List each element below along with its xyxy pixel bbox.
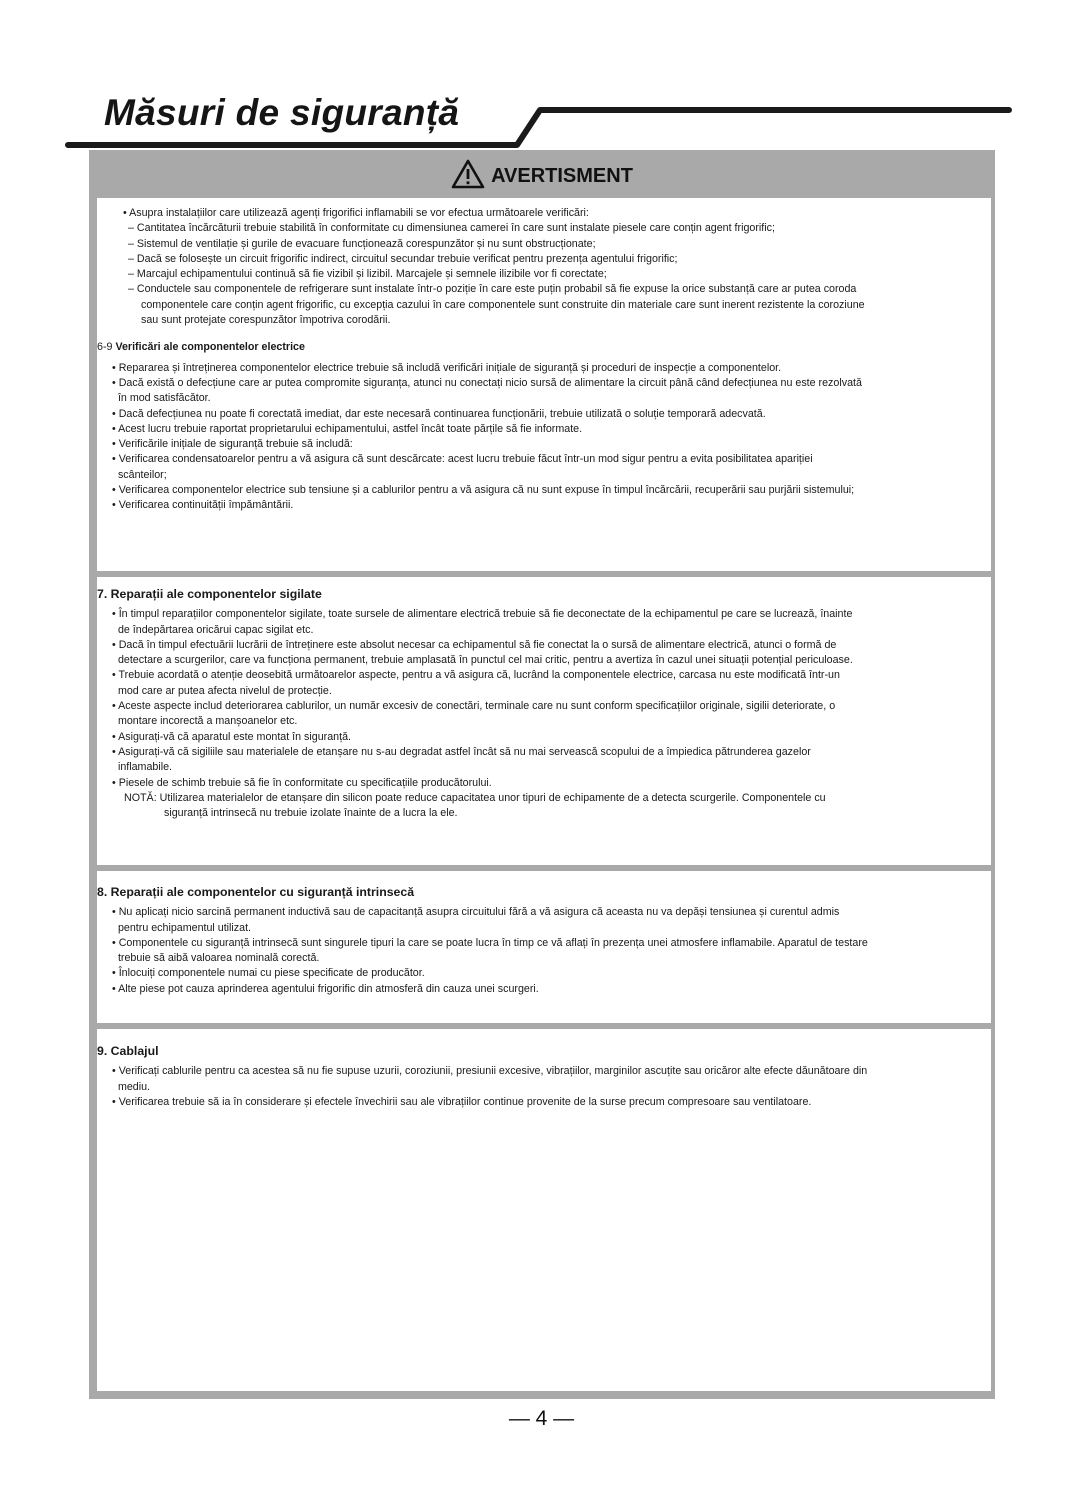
- intro-item: – Marcajul echipamentului continuă să fie vizibil și lizibil. Marcajele și semnele ilizibile vor fi corectate;: [128, 268, 607, 281]
- section-6-9-line: scânteilor;: [112, 468, 167, 481]
- warning-frame: [89, 150, 995, 1399]
- section-6-9-line: • Acest lucru trebuie raportat proprietarului echipamentului, astfel încât toate părțile să fie informate.: [112, 422, 583, 435]
- section-6-9-line: • Verificările inițiale de siguranță trebuie să includă:: [112, 438, 353, 451]
- section-7-line: • Asigurați-vă că sigiliile sau materialele de etanșare nu s-au degradat astfel încât să nu mai servească scopului de a împiedica pătrunderea gazelor: [112, 745, 811, 758]
- section-7-line: • Aceste aspecte includ deteriorarea cablurilor, un număr excesiv de conectări, terminale care nu sunt conform specificațiilor originale, sigilii deteriorate, o: [112, 700, 836, 713]
- section-8-title: 8. Reparații ale componentelor cu siguranță intrinsecă: [97, 885, 415, 899]
- section-9-line: mediu.: [112, 1080, 151, 1093]
- intro-item: – Dacă se folosește un circuit frigorific indirect, circuitul secundar trebuie verificat pentru prezența agentului frigorific;: [128, 252, 678, 265]
- section-8-line: trebuie să aibă valoarea nominală corectă.: [112, 952, 320, 965]
- intro-item: – Conductele sau componentele de refrigerare sunt instalate într-o poziție în care este puțin probabil să fie expuse la orice substanță care ar putea coroda: [128, 283, 857, 296]
- panel-intro-electrical: [97, 198, 991, 571]
- section-7-note: NOTĂ: Utilizarea materialelor de etanșare din silicon poate reduce capacitatea unor tipuri de echipamente de a detecta scurgerile. Componentele cu: [124, 791, 826, 804]
- panel-section-7: [97, 577, 991, 865]
- section-6-9-line: • Dacă defecțiunea nu poate fi corectată imediat, dar este necesară continuarea funcționării, trebuie utilizată o soluție temporară adecvată.: [112, 407, 766, 420]
- section-6-9-line: • Repararea și întreținerea componentelor electrice trebuie să includă verificări inițiale de siguranță și proceduri de inspecție a componentelor.: [112, 361, 782, 374]
- section-7-line: detectare a scurgerilor, care va funcționa permanent, trebuie amplasată în punctul cel mai critic, pentru a avertiza în cazul unei situații potențial periculoase.: [112, 654, 853, 667]
- section-6-9-line: • Verificarea condensatoarelor pentru a vă asigura că sunt descărcate: acest lucru trebuie făcut într-un mod sigur pentru a evita posibilitatea apariției: [112, 453, 813, 466]
- section-7-line: • Asigurați-vă că aparatul este montat în siguranță.: [112, 730, 351, 743]
- warning-triangle-icon: [451, 159, 485, 189]
- section-9-title: 9. Cablajul: [97, 1044, 159, 1058]
- section-7-note-cont: siguranță intrinsecă nu trebuie izolate înainte de a lucra la ele.: [164, 807, 458, 820]
- section-8-line: • Componentele cu siguranță intrinsecă sunt singurele tipuri la care se poate lucra în timp ce vă aflați în prezența unei atmosfere inflamabile. Aparatul de testare: [112, 936, 868, 949]
- intro-item-cont: sau sunt protejate corespunzător împotriva corodării.: [141, 314, 391, 327]
- section-7-line: • Dacă în timpul efectuării lucrării de întreținere este absolut necesar ca echipamentul să fie conectat la o sursă de alimentare electrică, atunci o formă de: [112, 638, 837, 651]
- section-7-line: • Piesele de schimb trebuie să fie în conformitate cu specificațiile producătorului.: [112, 776, 492, 789]
- section-6-9-title: Verificări ale componentelor electrice: [115, 341, 305, 354]
- section-8-line: • Nu aplicați nicio sarcină permanent inductivă sau de capacitanță asupra circuitului fără a vă asigura că aceasta nu va depăși tensiunea și curentul admis: [112, 906, 840, 919]
- section-6-9-line: în mod satisfăcător.: [112, 392, 211, 405]
- section-7-line: montare incorectă a manșoanelor etc.: [112, 715, 298, 728]
- section-6-9-line: • Dacă există o defecțiune care ar putea compromite siguranța, atunci nu conectați nicio sursă de alimentare la circuit până când defecțiunea nu este rezolvată: [112, 376, 862, 389]
- section-9-line: • Verificați cablurile pentru ca acestea să nu fie supuse uzurii, coroziunii, presiunii excesive, vibrațiilor, marginilor ascuțite sau oricăror alte efecte dăunătoare din: [112, 1065, 868, 1078]
- section-6-9-line: • Verificarea continuității împământării.: [112, 499, 294, 512]
- panel-section-9: [97, 1029, 991, 1391]
- header-rule: [0, 0, 1083, 160]
- page-number: — 4 —: [508, 1407, 575, 1430]
- panel-section-8: [97, 871, 991, 1023]
- intro-item-cont: componentele care conțin agent frigorific, cu excepția cazului în care componentele sunt construite din materiale care sunt inerent rezistente la coroziune: [141, 298, 865, 311]
- section-7-line: inflamabile.: [112, 761, 173, 774]
- section-6-9-line: • Verificarea componentelor electrice sub tensiune și a cablurilor pentru a vă asigura că nu sunt expuse în timpul încărcării, recuperării sau purjării sistemului;: [112, 484, 855, 497]
- intro-item: – Sistemul de ventilație și gurile de evacuare funcționează corespunzător și nu sunt obstrucționate;: [128, 237, 596, 250]
- section-9-line: • Verificarea trebuie să ia în considerare și efectele învechirii sau ale vibrațiilor continue provenite de la surse precum compresoare sau ventilatoare.: [112, 1095, 812, 1108]
- warning-label: AVERTISMENT: [491, 164, 633, 187]
- section-6-9-heading: [97, 340, 983, 355]
- section-8-line: • Alte piese pot cauza aprinderea agentului frigorific din atmosferă din cauza unei scurgeri.: [112, 982, 539, 995]
- section-7-line: de îndepărtarea oricărui capac sigilat etc.: [112, 623, 314, 636]
- intro-lead: • Asupra instalațiilor care utilizează agenți frigorifici inflamabili se vor efectua următoarele verificări:: [123, 207, 589, 219]
- section-7-line: mod care ar putea afecta nivelul de protecție.: [112, 684, 332, 697]
- section-7-line: • Trebuie acordată o atenție deosebită următoarelor aspecte, pentru a vă asigura că, lucrând la componentele electrice, carcasa nu este modificată într-un: [112, 669, 840, 682]
- warning-header: [89, 150, 995, 198]
- section-7-line: • În timpul reparațiilor componentelor sigilate, toate sursele de alimentare electrică trebuie să fie deconectate de la echipamentul pe care se lucrează, înainte: [112, 608, 853, 621]
- section-6-9-number: 6-9: [97, 341, 113, 354]
- section-7-title: 7. Reparații ale componentelor sigilate: [97, 587, 322, 601]
- intro-item: – Cantitatea încărcăturii trebuie stabilită în conformitate cu dimensiunea camerei în care sunt instalate piesele care conțin agent frigorific;: [128, 222, 775, 235]
- section-8-line: • Înlocuiți componentele numai cu piese specificate de producător.: [112, 967, 425, 980]
- page-title: Măsuri de siguranță: [104, 92, 460, 133]
- section-8-line: pentru echipamentul utilizat.: [112, 921, 252, 934]
